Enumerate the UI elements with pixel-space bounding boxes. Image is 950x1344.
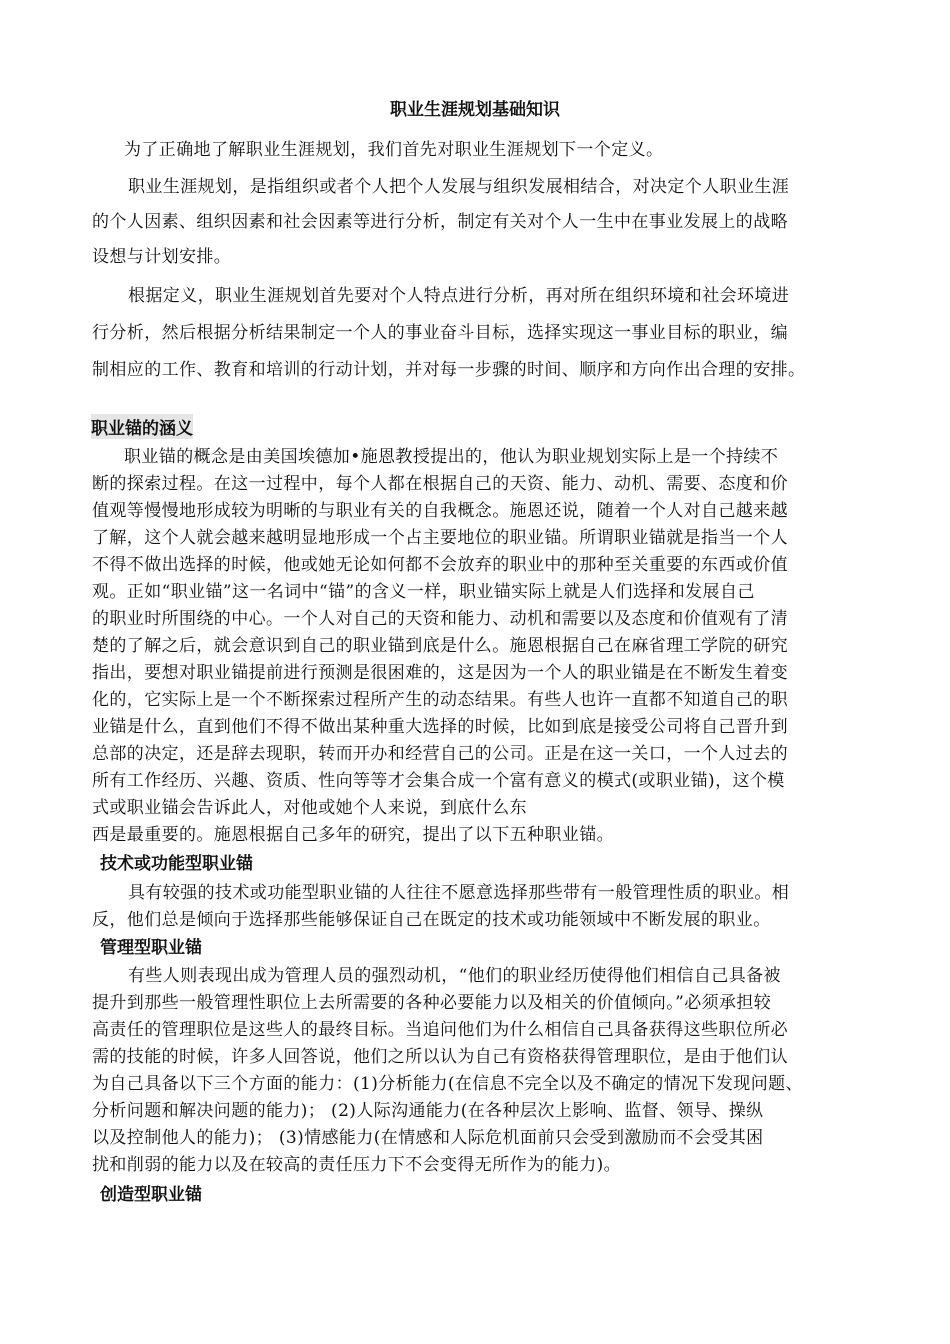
paragraph-line: 西是最重要的。施恩根据自己多年的研究，提出了以下五种职业锚。	[92, 825, 614, 845]
paragraph-line: 职业锚的概念是由美国埃德加•施恩教授提出的，他认为职业规划实际上是一个持续不	[124, 447, 779, 467]
section-heading-creative: 创造型职业锚	[100, 1185, 202, 1205]
paragraph-line: 分析问题和解决问题的能力)； (2)人际沟通能力(在各种层次上影响、监督、领导、操纵	[92, 1101, 764, 1121]
paragraph-line: 不得不做出选择的时候，他或她无论如何都不会放弃的职业中的那种至关重要的东西或价值	[92, 555, 788, 575]
paragraph-line: 式或职业锚会告诉此人，对他或她个人来说，到底什么东	[92, 798, 527, 818]
paragraph-line: 提升到那些一般管理性职位上去所需要的各种必要能力以及相关的价值倾向。”必须承担较	[92, 993, 772, 1013]
intro-line: 设想与计划安排。	[92, 247, 232, 267]
paragraph-line: 了解，这个人就会越来越明显地形成一个占主要地位的职业锚。所谓职业锚就是指当一个人	[92, 528, 788, 548]
section-heading-managerial: 管理型职业锚	[100, 938, 202, 958]
intro-line: 为了正确地了解职业生涯规划，我们首先对职业生涯规划下一个定义。	[124, 140, 664, 160]
intro-line: 的个人因素、组织因素和社会因素等进行分析，制定有关对个人一生中在事业发展上的战略	[92, 212, 788, 232]
paragraph-line: 所有工作经历、兴趣、资质、性向等等才会集合成一个富有意义的模式(或职业锚)，这个模	[92, 771, 785, 791]
paragraph-line: 化的，它实际上是一个不断探索过程所产生的动态结果。有些人也许一直都不知道自己的职	[92, 690, 788, 710]
intro-line: 制相应的工作、教育和培训的行动计划，并对每一步骤的时间、顺序和方向作出合理的安排。	[92, 360, 806, 380]
intro-line: 行分析，然后根据分析结果制定一个人的事业奋斗目标，选择实现这一事业目标的职业，编	[92, 323, 788, 343]
paragraph-line: 扰和削弱的能力以及在较高的责任压力下不会变得无所作为的能力)。	[92, 1155, 622, 1175]
paragraph-line: 高责任的管理职位是这些人的最终目标。当追问他们为什么相信自己具备获得这些职位所必	[92, 1020, 788, 1040]
paragraph-line: 为自己具备以下三个方面的能力：(1)分析能力(在信息不完全以及不确定的情况下发现问题、	[92, 1074, 803, 1094]
intro-line: 根据定义，职业生涯规划首先要对个人特点进行分析，再对所在组织环境和社会环境进	[128, 286, 790, 306]
paragraph-line: 需的技能的时候，许多人回答说，他们之所以认为自己有资格获得管理职位，是由于他们认	[92, 1047, 788, 1067]
intro-line: 职业生涯规划，是指组织或者个人把个人发展与组织发展相结合，对决定个人职业生涯	[128, 177, 790, 197]
paragraph-line: 指出，要想对职业锚提前进行预测是很困难的，这是因为一个人的职业锚是在不断发生着变	[92, 663, 788, 683]
section-heading-technical: 技术或功能型职业锚	[100, 854, 253, 874]
paragraph-line: 楚的了解之后，就会意识到自己的职业锚到底是什么。施恩根据自己在麻省理工学院的研究	[92, 636, 788, 656]
paragraph-line: 观。正如“职业锚”这一名词中“锚”的含义一样，职业锚实际上就是人们选择和发展自己	[92, 582, 755, 602]
paragraph-line: 的职业时所围绕的中心。一个人对自己的天资和能力、动机和需要以及态度和价值观有了清	[92, 609, 788, 629]
paragraph-line: 反，他们总是倾向于选择那些能够保证自己在既定的技术或功能领域中不断发展的职业。	[92, 910, 771, 930]
paragraph-line: 总部的决定，还是辞去现职，转而开办和经营自己的公司。正是在这一关口，一个人过去的	[92, 744, 788, 764]
paragraph-line: 断的探索过程。在这一过程中，每个人都在根据自己的天资、能力、动机、需要、态度和价	[92, 474, 788, 494]
paragraph-line: 具有较强的技术或功能型职业锚的人往往不愿意选择那些带有一般管理性质的职业。相	[128, 883, 790, 903]
paragraph-line: 值观等慢慢地形成较为明晰的与职业有关的自我概念。施恩还说，随着一个人对自己越来越	[92, 501, 788, 521]
paragraph-line: 有些人则表现出成为管理人员的强烈动机，“他们的职业经历使得他们相信自己具备被	[128, 966, 781, 986]
paragraph-line: 以及控制他人的能力)； (3)情感能力(在情感和人际危机面前只会受到激励而不会受其困	[92, 1128, 764, 1148]
page-title: 职业生涯规划基础知识	[390, 100, 560, 120]
paragraph-line: 业锚是什么，直到他们不得不做出某种重大选择的时候，比如到底是接受公司将自己晋升到	[92, 717, 788, 737]
section-heading-career-anchor: 职业锚的涵义	[91, 414, 193, 439]
